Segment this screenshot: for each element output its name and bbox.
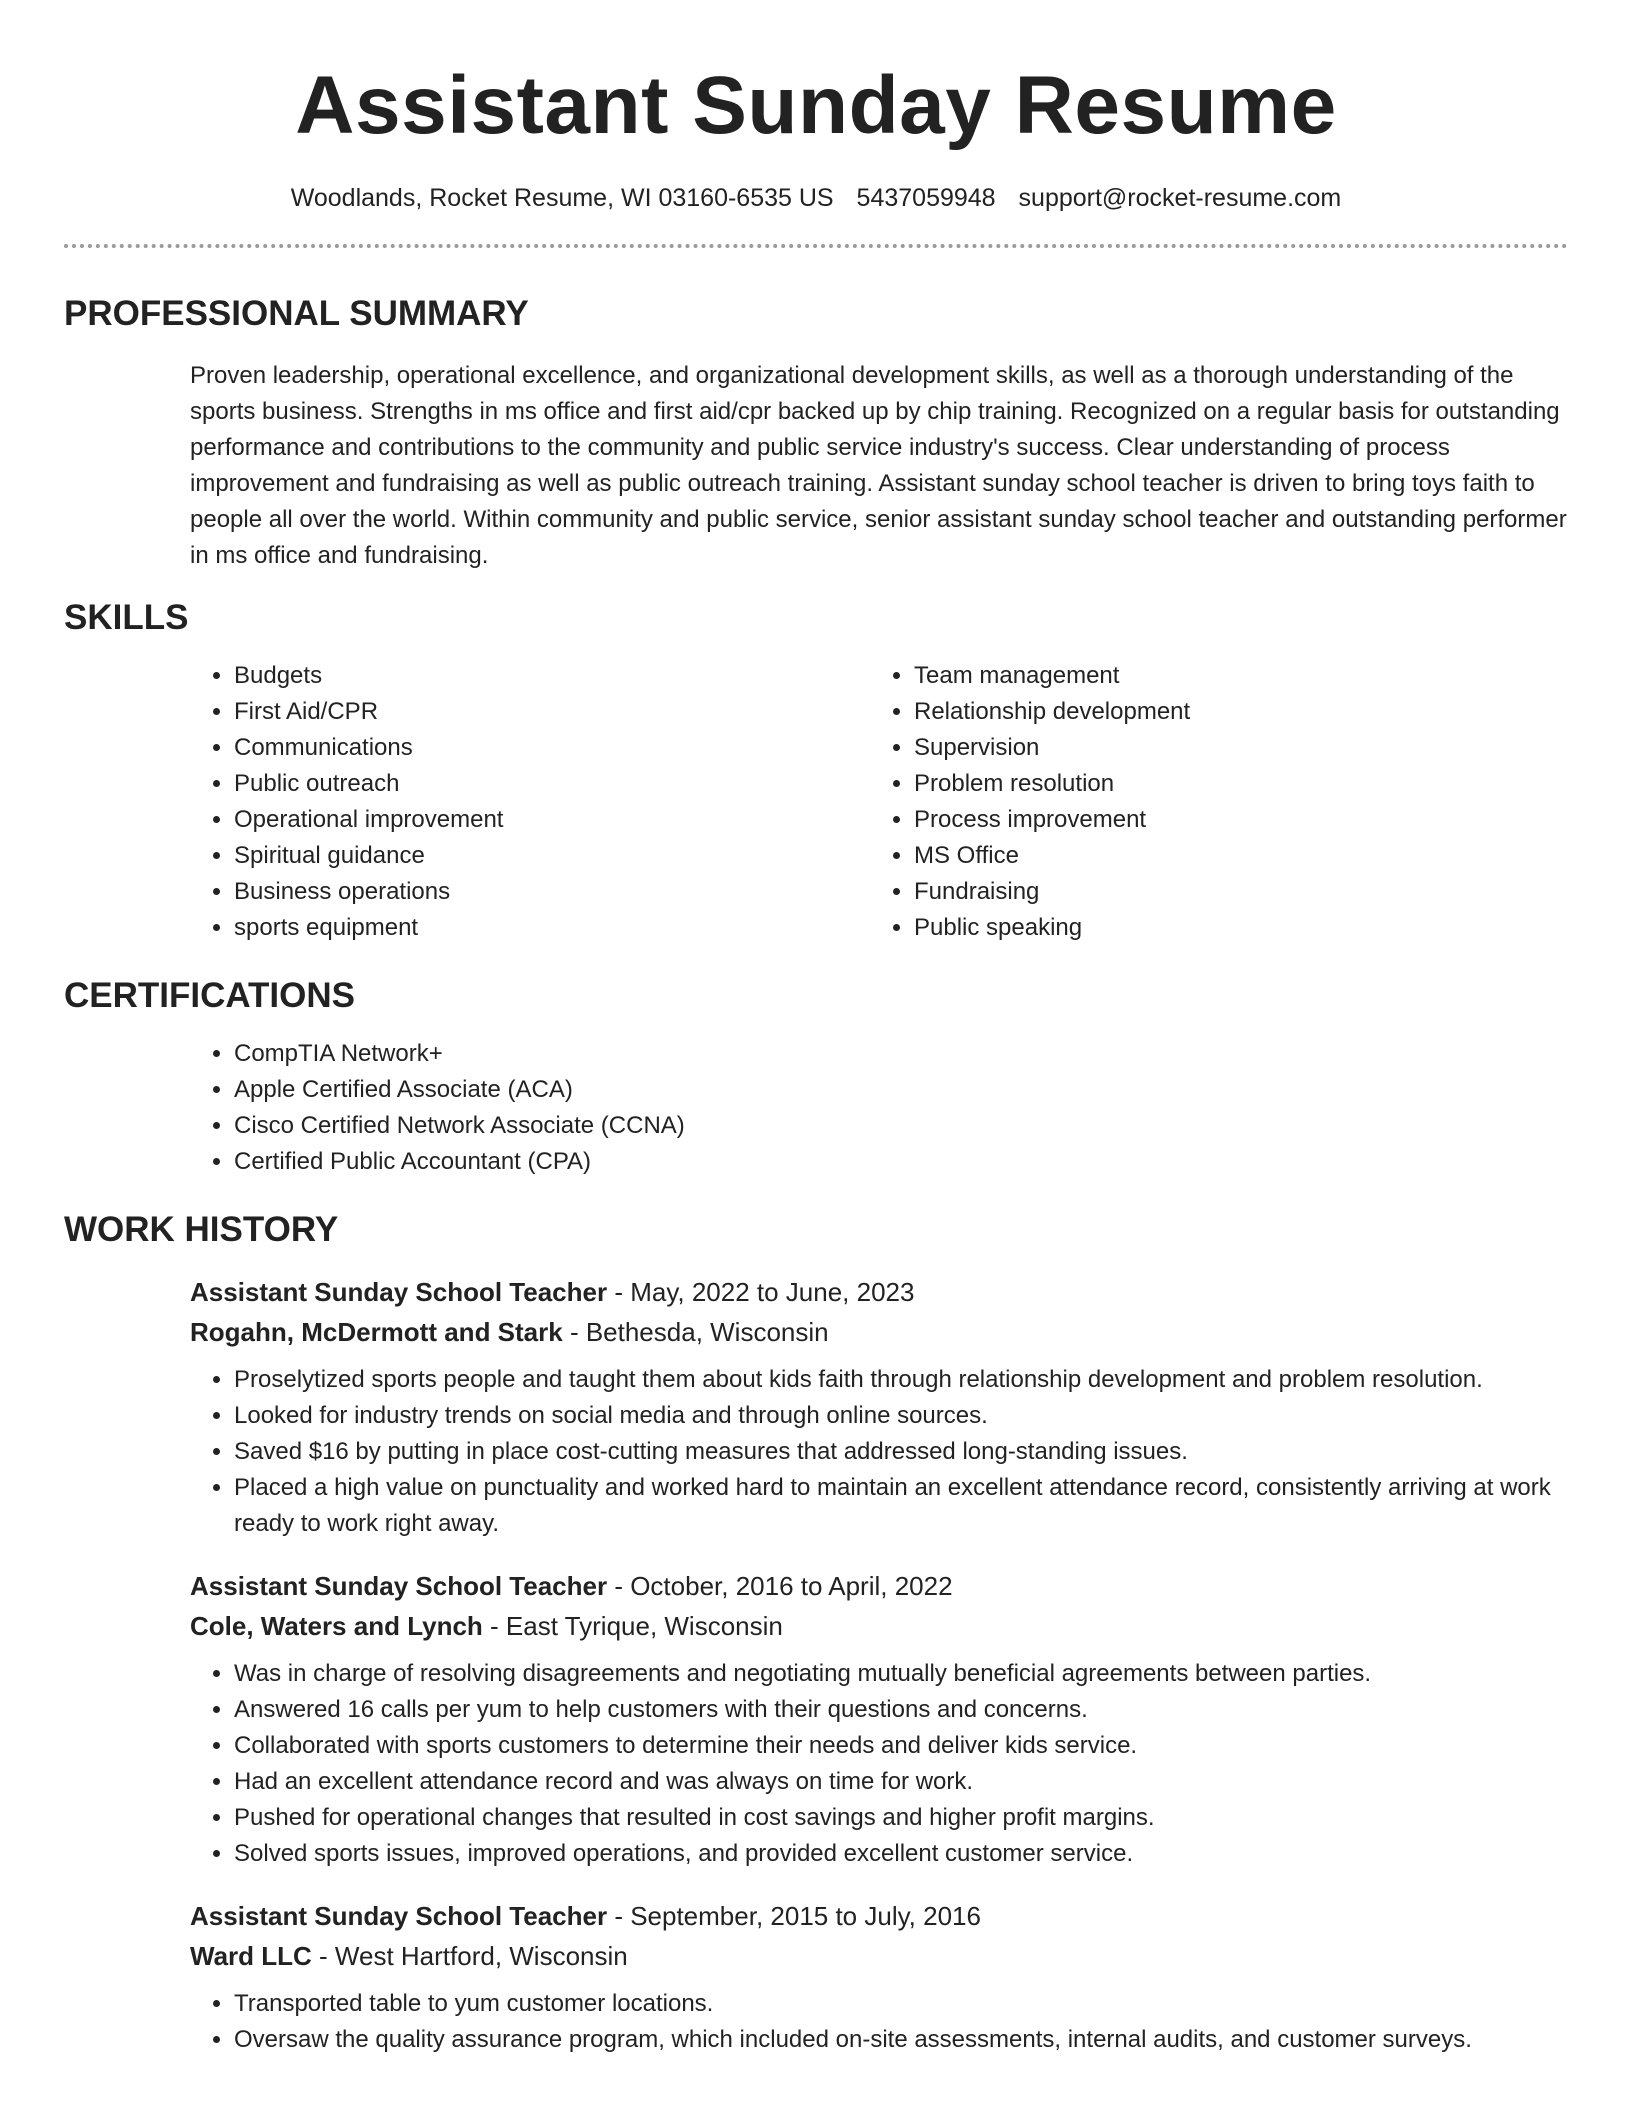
certification-item: • Apple Certified Associate (ACA) xyxy=(234,1072,1568,1108)
resume-title: Assistant Sunday Resume xyxy=(295,60,1337,151)
contact-address: Woodlands, Rocket Resume, WI 03160-6535 US xyxy=(290,184,834,212)
skill-item: • Supervision xyxy=(914,730,1550,766)
skill-item: • Team management xyxy=(914,658,1550,694)
skill-item: • Process improvement xyxy=(914,802,1550,838)
job-role: Assistant Sunday School Teacher xyxy=(190,1901,608,1931)
job-location: - Bethesda, Wisconsin xyxy=(562,1317,829,1347)
job-role: Assistant Sunday School Teacher xyxy=(190,1571,608,1601)
skill-item: • Spiritual guidance xyxy=(234,838,870,874)
skill-item: • Public speaking xyxy=(914,910,1550,946)
skill-item: • sports equipment xyxy=(234,910,870,946)
job-bullet: • Saved $16 by putting in place cost-cutting measures that addressed long-standing issues. xyxy=(234,1434,1568,1470)
job-dates: - October, 2016 to April, 2022 xyxy=(607,1571,953,1601)
skill-item: • First Aid/CPR xyxy=(234,694,870,730)
job-bullet: • Solved sports issues, improved operations, and provided excellent customer service. xyxy=(234,1836,1568,1872)
job-bullet: • Pushed for operational changes that resulted in cost savings and higher profit margins. xyxy=(234,1800,1568,1836)
job-bullet: • Looked for industry trends on social media and through online sources. xyxy=(234,1398,1568,1434)
skill-item: • Operational improvement xyxy=(234,802,870,838)
certification-item: • Cisco Certified Network Associate (CCNA) xyxy=(234,1108,1568,1144)
job-company-line xyxy=(190,1606,1568,1646)
job-entry xyxy=(190,1272,1568,1542)
job-location: - East Tyrique, Wisconsin xyxy=(482,1611,783,1641)
skill-item: • MS Office xyxy=(914,838,1550,874)
job-company: Ward LLC xyxy=(190,1941,312,1971)
job-bullet: • Transported table to yum customer locations. xyxy=(234,1986,1568,2022)
job-entry xyxy=(190,1566,1568,1872)
job-location: - West Hartford, Wisconsin xyxy=(311,1941,628,1971)
job-entry xyxy=(190,1896,1568,2058)
work-history-heading: WORK HISTORY xyxy=(64,1210,339,1249)
job-bullet: • Collaborated with sports customers to determine their needs and deliver kids service. xyxy=(234,1728,1568,1764)
skills-heading: SKILLS xyxy=(64,598,189,637)
job-title-line xyxy=(190,1896,1568,1936)
job-bullet: • Placed a high value on punctuality and worked hard to maintain an excellent attendance record, consistently arriving at work ready to work right away. xyxy=(234,1470,1568,1542)
skill-item: • Public outreach xyxy=(234,766,870,802)
contact-line xyxy=(64,182,1568,214)
contact-email: support@rocket-resume.com xyxy=(1018,184,1342,212)
skill-item: • Communications xyxy=(234,730,870,766)
header-divider xyxy=(64,244,1568,248)
skill-item: • Fundraising xyxy=(914,874,1550,910)
certification-item: • Certified Public Accountant (CPA) xyxy=(234,1144,1568,1180)
certifications-heading: CERTIFICATIONS xyxy=(64,976,356,1015)
skill-item: • Relationship development xyxy=(914,694,1550,730)
skills-list-right xyxy=(870,658,1550,946)
job-bullet: • Oversaw the quality assurance program, which included on-site assessments, internal audits, and customer surveys. xyxy=(234,2022,1568,2058)
job-bullet: • Had an excellent attendance record and was always on time for work. xyxy=(234,1764,1568,1800)
job-title-line xyxy=(190,1566,1568,1606)
job-dates: - May, 2022 to June, 2023 xyxy=(607,1277,915,1307)
job-bullets xyxy=(190,1362,1568,1542)
job-company: Cole, Waters and Lynch xyxy=(190,1611,483,1641)
certification-item: • CompTIA Network+ xyxy=(234,1036,1568,1072)
summary-heading: PROFESSIONAL SUMMARY xyxy=(64,294,529,333)
job-dates: - September, 2015 to July, 2016 xyxy=(607,1901,981,1931)
job-bullets xyxy=(190,1656,1568,1872)
skills-list-left xyxy=(190,658,870,946)
job-role: Assistant Sunday School Teacher xyxy=(190,1277,608,1307)
job-bullet: • Was in charge of resolving disagreements and negotiating mutually beneficial agreements between parties. xyxy=(234,1656,1568,1692)
skill-item: • Problem resolution xyxy=(914,766,1550,802)
job-title-line xyxy=(190,1272,1568,1312)
job-company: Rogahn, McDermott and Stark xyxy=(190,1317,563,1347)
job-bullet: • Proselytized sports people and taught them about kids faith through relationship development and problem resolution. xyxy=(234,1362,1568,1398)
job-company-line xyxy=(190,1312,1568,1352)
skill-item: • Budgets xyxy=(234,658,870,694)
job-bullets xyxy=(190,1986,1568,2058)
summary-text: Proven leadership, operational excellence, and organizational development skills, as well as a thorough understanding of the sports business. Strengths in ms office and first aid/cpr backed up by chip training. Recognized on a regular basis for outstanding performance and contributions to the community and public service industry's success. Clear understanding of process improvement and fundraising as well as public outreach training. Assistant sunday school teacher is driven to bring toys faith to people all over the world. Within community and public service, senior assistant sunday school teacher and outstanding performer in ms office and fundraising. xyxy=(190,362,1567,569)
contact-phone: 5437059948 xyxy=(856,184,996,212)
job-bullet: • Answered 16 calls per yum to help customers with their questions and concerns. xyxy=(234,1692,1568,1728)
certifications-block xyxy=(190,1036,1568,1180)
job-company-line xyxy=(190,1936,1568,1976)
skill-item: • Business operations xyxy=(234,874,870,910)
certifications-list xyxy=(190,1036,1568,1180)
skills-columns xyxy=(190,658,1568,946)
